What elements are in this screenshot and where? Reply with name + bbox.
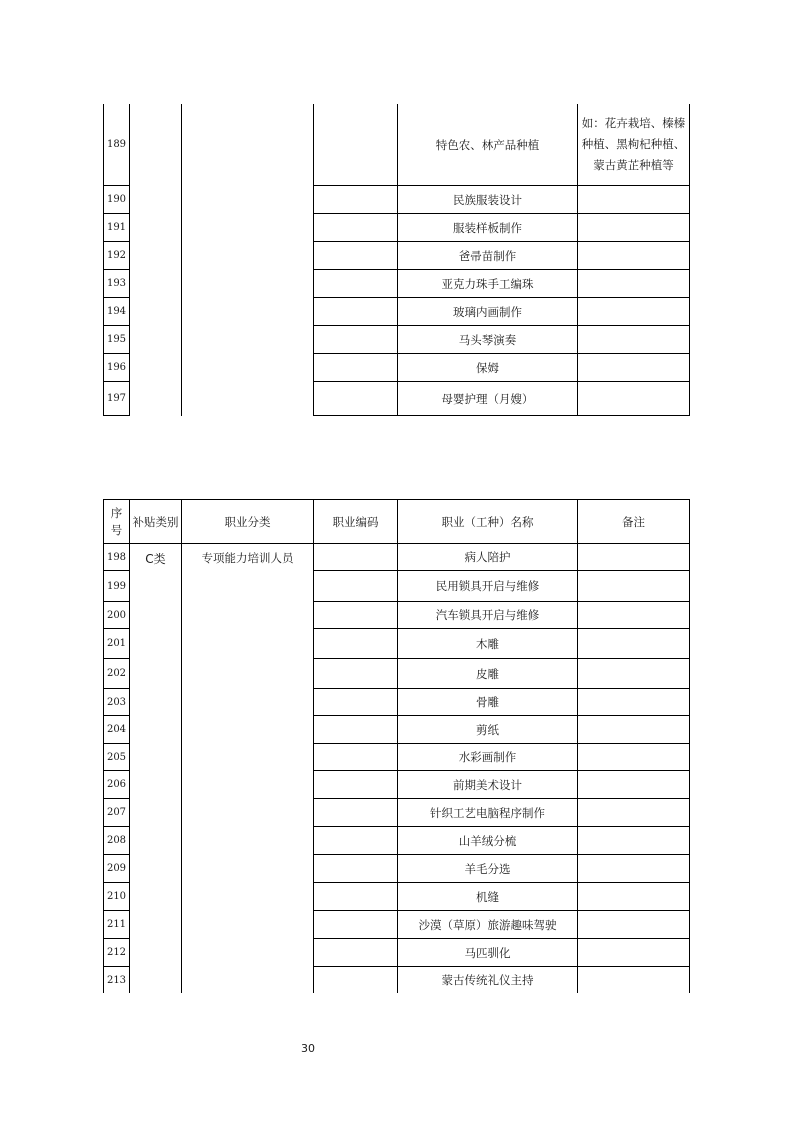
serial-number-cell: 211 [104, 911, 130, 939]
subsidy-type-cell [130, 326, 182, 354]
occupation-code-cell [314, 571, 398, 602]
header-occupation-code: 职业编码 [314, 500, 398, 544]
occupation-name-cell: 沙漠（草原）旅游趣味驾驶 [398, 911, 578, 939]
occupation-code-cell [314, 799, 398, 827]
subsidy-type-cell [130, 186, 182, 214]
remarks-cell [578, 186, 690, 214]
table-row [104, 326, 690, 354]
remarks-cell [578, 771, 690, 799]
occupation-code-cell [314, 354, 398, 382]
remarks-cell [578, 214, 690, 242]
occupation-code-cell [314, 544, 398, 571]
remarks-cell [578, 544, 690, 571]
serial-number-cell: 192 [104, 242, 130, 270]
serial-number-cell: 202 [104, 659, 130, 689]
subsidy-type-cell [130, 270, 182, 298]
remarks-cell [578, 827, 690, 855]
occupation-name-cell: 针织工艺电脑程序制作 [398, 799, 578, 827]
occupation-name-cell: 民用锁具开启与维修 [398, 571, 578, 602]
serial-number-cell: 189 [104, 104, 130, 186]
serial-number-cell: 213 [104, 967, 130, 994]
occupation-table-body [104, 544, 690, 994]
remarks-cell [578, 298, 690, 326]
occupation-table-continued [103, 104, 690, 416]
occupation-code-cell [314, 771, 398, 799]
serial-number-cell: 206 [104, 771, 130, 799]
serial-number-cell: 210 [104, 883, 130, 911]
table-row [104, 242, 690, 270]
occupation-name-cell: 羊毛分选 [398, 855, 578, 883]
remarks-cell [578, 855, 690, 883]
serial-number-cell: 209 [104, 855, 130, 883]
occupation-name-cell: 马头琴演奏 [398, 326, 578, 354]
occupation-category-cell [182, 382, 314, 416]
subsidy-type-cell [130, 242, 182, 270]
occupation-code-cell [314, 911, 398, 939]
remarks-cell [578, 354, 690, 382]
occupation-code-cell [314, 939, 398, 967]
table-row [104, 544, 690, 571]
header-occupation-category: 职业分类 [182, 500, 314, 544]
serial-number-cell: 208 [104, 827, 130, 855]
occupation-code-cell [314, 744, 398, 771]
remarks-cell [578, 659, 690, 689]
page-number: 30 [301, 1042, 315, 1055]
serial-number-cell: 205 [104, 744, 130, 771]
occupation-name-cell: 骨雕 [398, 689, 578, 716]
occupation-code-cell [314, 270, 398, 298]
occupation-code-cell [314, 382, 398, 416]
remarks-cell [578, 571, 690, 602]
remarks-cell [578, 326, 690, 354]
header-subsidy-type: 补贴类别 [130, 500, 182, 544]
occupation-code-cell [314, 967, 398, 994]
occupation-name-cell: 玻璃内画制作 [398, 298, 578, 326]
occupation-category-cell: 专项能力培训人员 [201, 551, 294, 565]
occupation-category-cell [182, 242, 314, 270]
occupation-name-cell: 蒙古传统礼仪主持 [398, 967, 578, 994]
occupation-code-cell [314, 689, 398, 716]
occupation-category-cell [182, 354, 314, 382]
remarks-cell [578, 602, 690, 629]
occupation-code-cell [314, 659, 398, 689]
table-row [104, 104, 690, 186]
occupation-name-cell: 皮雕 [398, 659, 578, 689]
occupation-code-cell [314, 186, 398, 214]
occupation-name-cell: 前期美术设计 [398, 771, 578, 799]
occupation-name-cell: 马匹驯化 [398, 939, 578, 967]
occupation-table [103, 499, 690, 993]
occupation-table-body [104, 104, 690, 416]
header-serial-line1: 序 [110, 505, 123, 520]
remarks-cell [578, 967, 690, 994]
serial-number-cell: 193 [104, 270, 130, 298]
subsidy-type-cell [130, 104, 182, 186]
serial-number-cell: 212 [104, 939, 130, 967]
serial-number-cell: 195 [104, 326, 130, 354]
table-row [104, 382, 690, 416]
serial-number-cell: 199 [104, 571, 130, 602]
occupation-name-cell: 水彩画制作 [398, 744, 578, 771]
table-row [104, 214, 690, 242]
occupation-category-cell [182, 104, 314, 186]
occupation-code-cell [314, 214, 398, 242]
remarks-cell [578, 242, 690, 270]
occupation-code-cell [314, 326, 398, 354]
remarks-cell [578, 629, 690, 659]
remarks-cell [578, 799, 690, 827]
serial-number-cell: 196 [104, 354, 130, 382]
remarks-cell [578, 744, 690, 771]
occupation-code-cell [314, 827, 398, 855]
serial-number-cell: 200 [104, 602, 130, 629]
header-serial-number [104, 500, 130, 544]
remarks-cell [578, 939, 690, 967]
occupation-name-cell: 木雕 [398, 629, 578, 659]
header-remarks: 备注 [578, 500, 690, 544]
serial-number-cell: 191 [104, 214, 130, 242]
occupation-category-cell [182, 326, 314, 354]
table-row [104, 270, 690, 298]
serial-number-cell: 198 [104, 544, 130, 571]
serial-number-cell: 194 [104, 298, 130, 326]
occupation-name-cell: 汽车锁具开启与维修 [398, 602, 578, 629]
serial-number-cell: 201 [104, 629, 130, 659]
occupation-code-cell [314, 602, 398, 629]
occupation-category-cell [182, 270, 314, 298]
remarks-cell [578, 689, 690, 716]
subsidy-type-cell [130, 382, 182, 416]
occupation-name-cell: 服装样板制作 [398, 214, 578, 242]
table-row [104, 298, 690, 326]
occupation-name-cell: 亚克力珠手工编珠 [398, 270, 578, 298]
occupation-code-cell [314, 298, 398, 326]
subsidy-type-cell [130, 298, 182, 326]
header-occupation-name: 职业（工种）名称 [398, 500, 578, 544]
occupation-code-cell [314, 855, 398, 883]
occupation-category-cell [182, 214, 314, 242]
occupation-name-cell: 山羊绒分梳 [398, 827, 578, 855]
subsidy-type-cell [130, 214, 182, 242]
occupation-name-cell: 机缝 [398, 883, 578, 911]
serial-number-cell: 197 [104, 382, 130, 416]
remarks-cell [578, 382, 690, 416]
occupation-category-cell [182, 298, 314, 326]
occupation-name-cell: 民族服装设计 [398, 186, 578, 214]
occupation-name-cell: 剪纸 [398, 716, 578, 744]
remarks-cell [578, 883, 690, 911]
occupation-category-cell [182, 186, 314, 214]
occupation-name-cell: 爸帚苗制作 [398, 242, 578, 270]
subsidy-type-cell [130, 354, 182, 382]
header-serial-line2: 号 [110, 522, 123, 537]
occupation-code-cell [314, 104, 398, 186]
serial-number-cell: 204 [104, 716, 130, 744]
table-row [104, 186, 690, 214]
occupation-code-cell [314, 242, 398, 270]
occupation-code-cell [314, 716, 398, 744]
remarks-cell [578, 911, 690, 939]
serial-number-cell: 207 [104, 799, 130, 827]
serial-number-cell: 203 [104, 689, 130, 716]
occupation-name-cell: 保姆 [398, 354, 578, 382]
occupation-name-cell: 病人陪护 [398, 544, 578, 571]
occupation-code-cell [314, 629, 398, 659]
remarks-cell [578, 716, 690, 744]
occupation-name-cell: 特色农、林产品种植 [398, 104, 578, 186]
remarks-cell: 如：花卉栽培、榛榛种植、黑枸杞种植、蒙古黄芷种植等 [578, 104, 690, 186]
occupation-name-cell: 母婴护理（月嫂） [398, 382, 578, 416]
occupation-code-cell [314, 883, 398, 911]
serial-number-cell: 190 [104, 186, 130, 214]
table-row [104, 354, 690, 382]
remarks-cell [578, 270, 690, 298]
subsidy-type-cell: C类 [130, 544, 182, 994]
table-header-row [104, 500, 690, 544]
